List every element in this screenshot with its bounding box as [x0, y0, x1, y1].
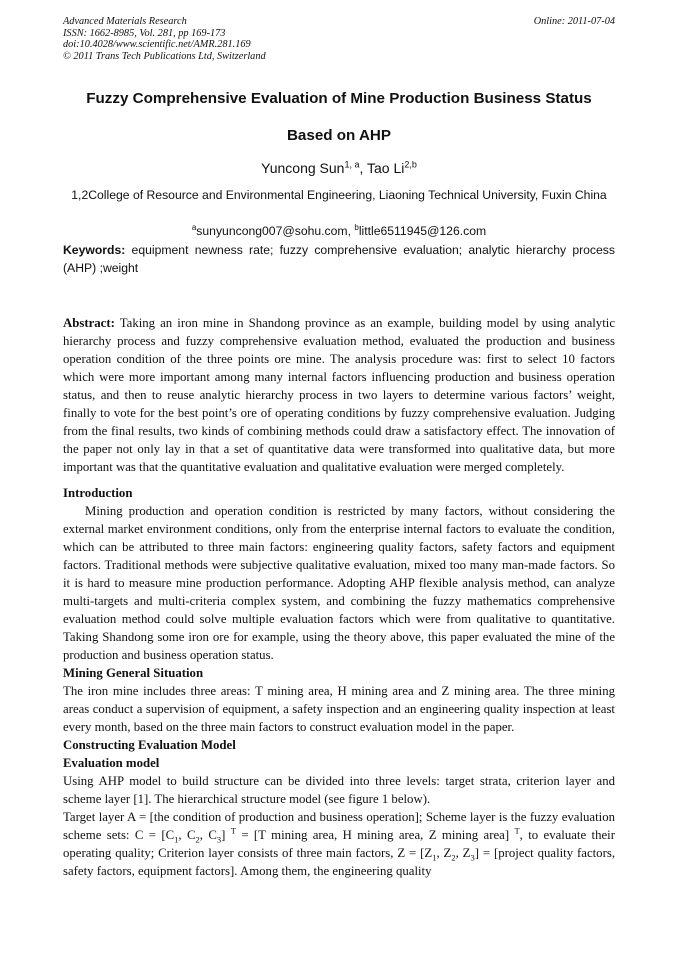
evaluation-paragraph-1: Using AHP model to build structure can be divided into three levels: target strata, criterion layer and scheme layer [1]. The hierarchical structure model (see figure 1 below). [63, 774, 615, 806]
eval-text-d: ] [221, 828, 231, 842]
keywords-text: equipment newness rate; fuzzy comprehensive evaluation; analytic hierarchy process (AHP) ;weight [63, 243, 615, 275]
evaluation-paragraph-2 [63, 808, 615, 880]
eval-text-e: = [T mining area, H mining area, Z mining area] [235, 828, 515, 842]
keywords-label: Keywords: [63, 243, 126, 257]
keywords [63, 241, 615, 277]
author-1-affil: 1, a [344, 159, 360, 170]
sub-z2: 2 [451, 852, 456, 863]
transpose-2: T [514, 825, 520, 836]
eval-text-a: Target layer A = [the condition of production and business operation]; Scheme layer is the fuzzy evaluation scheme sets: C = [C [63, 810, 615, 842]
sub-z3: 3 [470, 852, 475, 863]
abstract-text: Taking an iron mine in Shandong province as an example, building model by using analytic hierarchy process and fuzzy comprehensive evaluation method, evaluated the production and business operation condition of the three points ore mine. The analysis procedure was: first to select 10 factors which were more important among many internal factors influencing production and business operation status, and then to reuse analytic hierarchy process in two layers to determine various factors’ weight, finally to vote for the best point’s ore of operating conditions by fuzzy comprehensive evaluation. Judging from the final results, two kinds of combining methods could draw a satisfactory effect. The innovation of the paper not only lay in that a set of quantitative data were transformed into qualitative data, but more important was that the quantitative evaluation and qualitative evaluation were merged completely. [63, 316, 615, 474]
introduction-paragraph: Mining production and operation condition is restricted by many factors, without considering the external market environment conditions, only from the enterprise internal factors to evaluate the condition, which can be attributed to three main factors: engineering quality factors, safety factors and equipment factors. Traditional methods were subjective qualitative evaluation, mixed too many man-made factors. So it is hard to measure mine production performance. Adopting AHP flexible analysis method, can analyze multi-targets and multi-criteria complex system, and combining the fuzzy mathematics comprehensive evaluation method could solve multiple evaluation factors which were from qualitative to quantitative. Taking Shandong some iron ore for example, using the theory above, this paper evaluated the mine of the production and business operation status. [63, 504, 615, 662]
eval-text-g: , Z [436, 846, 452, 860]
journal-header [63, 16, 615, 62]
eval-text-b: , C [178, 828, 196, 842]
issn-line: ISSN: 1662-8985, Vol. 281, pp 169-173 [63, 27, 226, 39]
sub-2: 2 [195, 834, 200, 845]
abstract [63, 314, 615, 476]
paper-title-line2: Based on AHP [286, 127, 392, 144]
sub-z1: 1 [432, 852, 437, 863]
abstract-label: Abstract: [63, 316, 115, 330]
paper-title-line1: Fuzzy Comprehensive Evaluation of Mine Production Business Status [86, 90, 592, 107]
doi-line: doi:10.4028/www.scientific.net/AMR.281.169 [63, 39, 251, 50]
copyright-line: © 2011 Trans Tech Publications Ltd, Switzerland [63, 50, 266, 62]
eval-text-c: , C [199, 828, 217, 842]
author-2: Tao Li [366, 160, 405, 176]
introduction-heading: Introduction [63, 486, 133, 500]
author-1: Yuncong Sun [261, 160, 345, 176]
author-emails [63, 224, 615, 238]
constructing-model-heading: Constructing Evaluation Model [63, 738, 236, 752]
affiliation: 1,2College of Resource and Environmental Engineering, Liaoning Technical University, Fuxin China [71, 188, 607, 202]
email-separator: , [347, 224, 355, 238]
author-2-affil: 2,b [404, 159, 417, 170]
email-b: little6511945@126.com [358, 224, 487, 238]
transpose-1: T [230, 825, 236, 836]
author-separator: , [359, 160, 367, 176]
eval-text-f: , to evaluate their operating quality; Criterion layer consists of three main factors, Z = [Z [63, 828, 615, 860]
sub-3: 3 [216, 834, 222, 845]
mining-situation-heading: Mining General Situation [63, 666, 204, 680]
authors [40, 160, 638, 176]
sub-1: 1 [174, 834, 179, 845]
eval-text-i: ] = [project quality factors, safety factors, equipment factors]. Among them, the engineering quality [63, 846, 616, 878]
eval-text-h: , Z [455, 846, 471, 860]
email-a-marker: a [191, 222, 197, 232]
journal-name: Advanced Materials Research [63, 16, 187, 27]
email-a: sunyuncong007@sohu.com [196, 224, 348, 238]
evaluation-model-heading: Evaluation model [63, 756, 160, 770]
online-date: Online: 2011-07-04 [533, 16, 615, 27]
email-b-marker: b [354, 222, 359, 232]
paper-body [63, 314, 615, 880]
mining-situation-paragraph: The iron mine includes three areas: T mining area, H mining area and Z mining area. The three mining areas conduct a supervision of equipment, a safety inspection and an engineering quality inspection at least every month, based on the three main factors to construct evaluation model in the paper. [63, 684, 615, 734]
